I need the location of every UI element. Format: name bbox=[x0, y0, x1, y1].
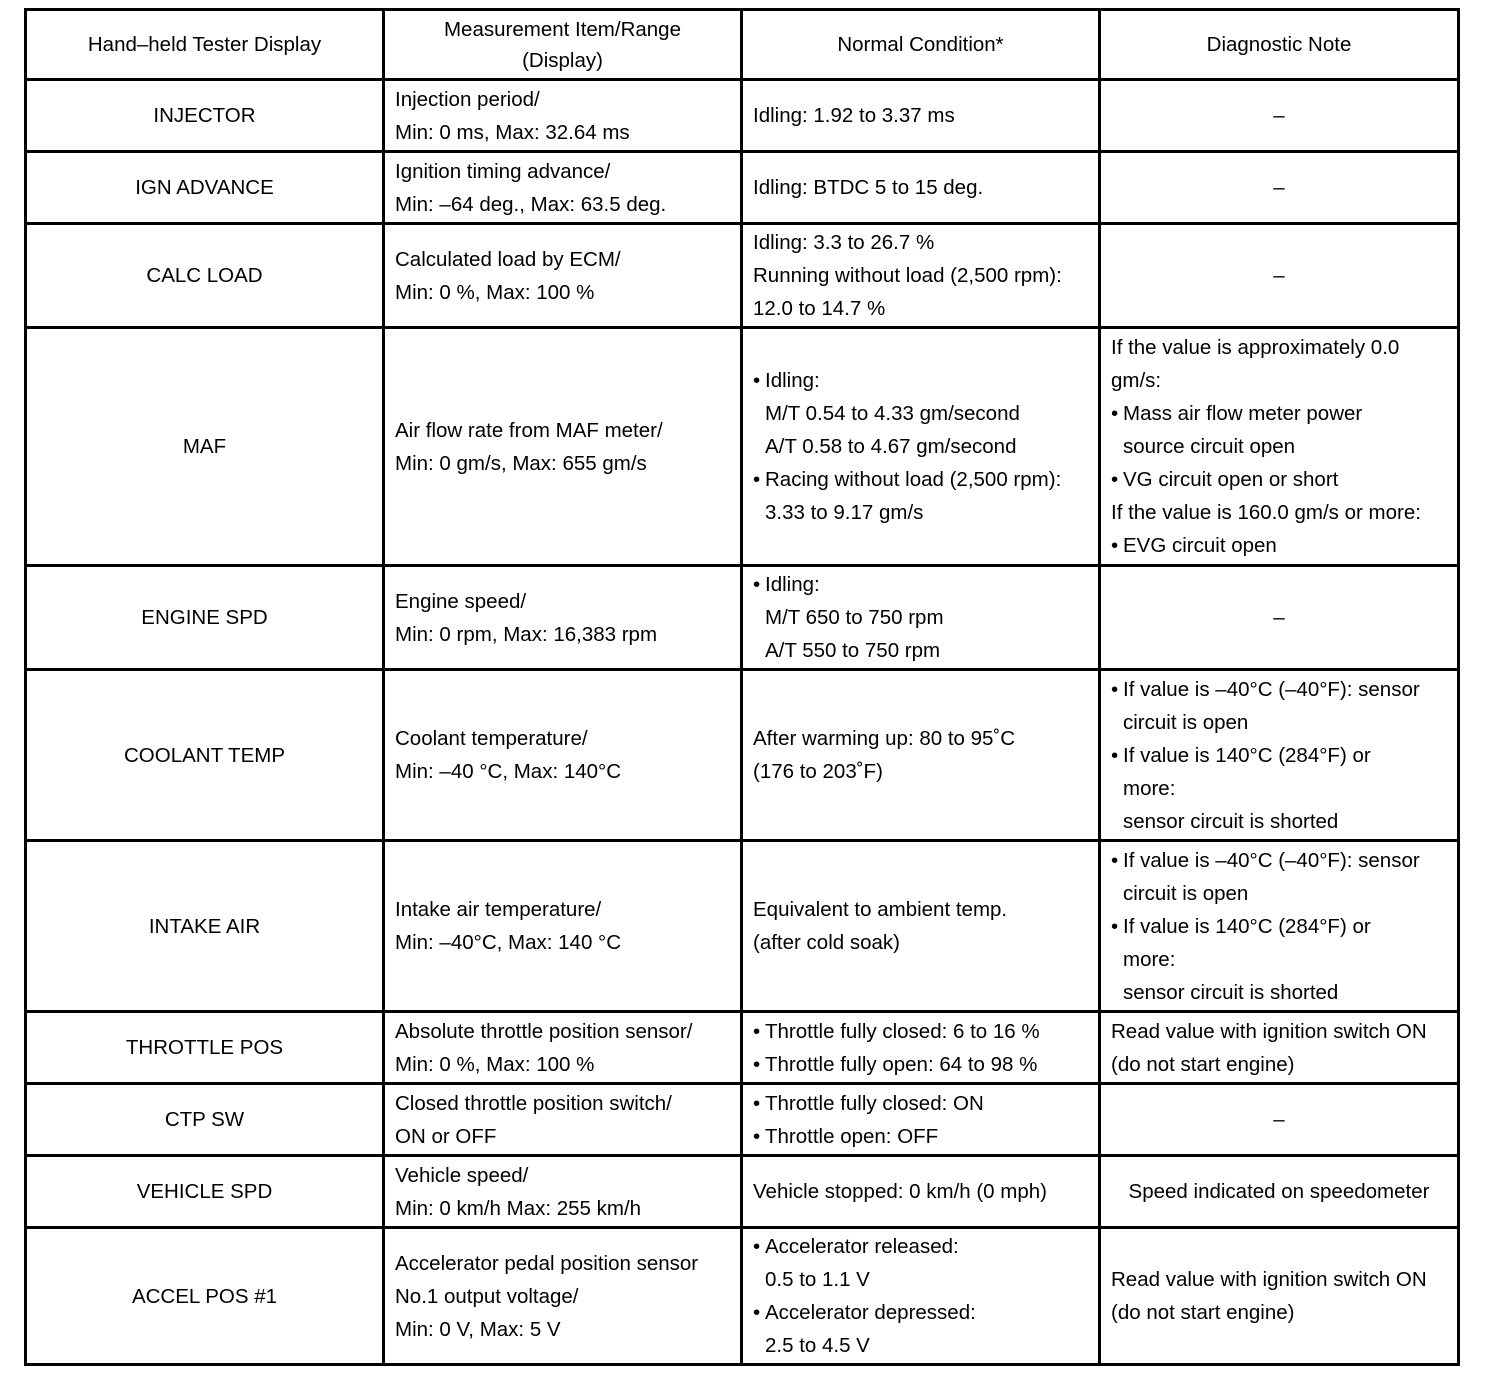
note-cell: – bbox=[1100, 224, 1459, 328]
measurement-cell: Absolute throttle position sensor/ Min: 0 %, Max: 100 % bbox=[384, 1012, 742, 1084]
display-cell: ENGINE SPD bbox=[26, 566, 384, 670]
measurement-cell: Injection period/ Min: 0 ms, Max: 32.64 ms bbox=[384, 80, 742, 152]
table-row bbox=[26, 566, 1459, 670]
normal-cell: Idling: 3.3 to 26.7 % Running without load (2,500 rpm): 12.0 to 14.7 % bbox=[742, 224, 1100, 328]
normal-cell: Idling: 1.92 to 3.37 ms bbox=[742, 80, 1100, 152]
note-cell: Speed indicated on speedometer bbox=[1100, 1156, 1459, 1228]
display-cell: CTP SW bbox=[26, 1084, 384, 1156]
measurement-cell: Closed throttle position switch/ ON or OFF bbox=[384, 1084, 742, 1156]
normal-cell: Equivalent to ambient temp. (after cold soak) bbox=[742, 841, 1100, 1012]
measurement-cell: Vehicle speed/ Min: 0 km/h Max: 255 km/h bbox=[384, 1156, 742, 1228]
normal-cell: Idling: BTDC 5 to 15 deg. bbox=[742, 152, 1100, 224]
display-cell: COOLANT TEMP bbox=[26, 670, 384, 841]
normal-cell: Vehicle stopped: 0 km/h (0 mph) bbox=[742, 1156, 1100, 1228]
note-cell: Read value with ignition switch ON (do not start engine) bbox=[1100, 1228, 1459, 1365]
table-row bbox=[26, 670, 1459, 841]
normal-cell: • Throttle fully closed: 6 to 16 % • Throttle fully open: 64 to 98 % bbox=[742, 1012, 1100, 1084]
table-row bbox=[26, 328, 1459, 566]
note-cell: • If value is –40°C (–40°F): sensor circuit is open • If value is 140°C (284°F) or more: sensor circuit is shorted bbox=[1100, 841, 1459, 1012]
display-cell: CALC LOAD bbox=[26, 224, 384, 328]
measurement-cell: Engine speed/ Min: 0 rpm, Max: 16,383 rpm bbox=[384, 566, 742, 670]
table-row bbox=[26, 1156, 1459, 1228]
measurement-cell: Accelerator pedal position sensor No.1 output voltage/ Min: 0 V, Max: 5 V bbox=[384, 1228, 742, 1365]
normal-cell: • Accelerator released: 0.5 to 1.1 V • Accelerator depressed: 2.5 to 4.5 V bbox=[742, 1228, 1100, 1365]
table-row bbox=[26, 841, 1459, 1012]
table-row bbox=[26, 1084, 1459, 1156]
diagnostic-data-table bbox=[24, 8, 1460, 1366]
table-row bbox=[26, 80, 1459, 152]
header-display: Hand–held Tester Display bbox=[26, 10, 384, 80]
normal-cell: • Idling: M/T 650 to 750 rpm A/T 550 to 750 rpm bbox=[742, 566, 1100, 670]
note-cell: If the value is approximately 0.0 gm/s: • Mass air flow meter power source circuit open • VG circuit open or short If the value is 160.0 gm/s or more: • EVG circuit open bbox=[1100, 328, 1459, 566]
normal-cell: • Idling: M/T 0.54 to 4.33 gm/second A/T 0.58 to 4.67 gm/second • Racing without load (2,500 rpm): 3.33 to 9.17 gm/s bbox=[742, 328, 1100, 566]
table-row bbox=[26, 1228, 1459, 1365]
header-measurement: Measurement Item/Range (Display) bbox=[384, 10, 742, 80]
table-row bbox=[26, 152, 1459, 224]
note-cell: – bbox=[1100, 1084, 1459, 1156]
note-cell: – bbox=[1100, 80, 1459, 152]
measurement-cell: Calculated load by ECM/ Min: 0 %, Max: 100 % bbox=[384, 224, 742, 328]
note-cell: • If value is –40°C (–40°F): sensor circuit is open • If value is 140°C (284°F) or more: sensor circuit is shorted bbox=[1100, 670, 1459, 841]
display-cell: IGN ADVANCE bbox=[26, 152, 384, 224]
normal-cell: • Throttle fully closed: ON • Throttle open: OFF bbox=[742, 1084, 1100, 1156]
note-cell: – bbox=[1100, 566, 1459, 670]
display-cell: INTAKE AIR bbox=[26, 841, 384, 1012]
table-row bbox=[26, 224, 1459, 328]
display-cell: MAF bbox=[26, 328, 384, 566]
table-header-row bbox=[26, 10, 1459, 80]
note-cell: – bbox=[1100, 152, 1459, 224]
display-cell: ACCEL POS #1 bbox=[26, 1228, 384, 1365]
display-cell: THROTTLE POS bbox=[26, 1012, 384, 1084]
measurement-cell: Coolant temperature/ Min: –40 °C, Max: 140°C bbox=[384, 670, 742, 841]
measurement-cell: Air flow rate from MAF meter/ Min: 0 gm/s, Max: 655 gm/s bbox=[384, 328, 742, 566]
header-diagnostic-note: Diagnostic Note bbox=[1100, 10, 1459, 80]
display-cell: VEHICLE SPD bbox=[26, 1156, 384, 1228]
display-cell: INJECTOR bbox=[26, 80, 384, 152]
note-cell: Read value with ignition switch ON (do not start engine) bbox=[1100, 1012, 1459, 1084]
measurement-cell: Intake air temperature/ Min: –40°C, Max: 140 °C bbox=[384, 841, 742, 1012]
measurement-cell: Ignition timing advance/ Min: –64 deg., Max: 63.5 deg. bbox=[384, 152, 742, 224]
table-row bbox=[26, 1012, 1459, 1084]
header-normal-condition: Normal Condition* bbox=[742, 10, 1100, 80]
normal-cell: After warming up: 80 to 95˚C (176 to 203˚F) bbox=[742, 670, 1100, 841]
